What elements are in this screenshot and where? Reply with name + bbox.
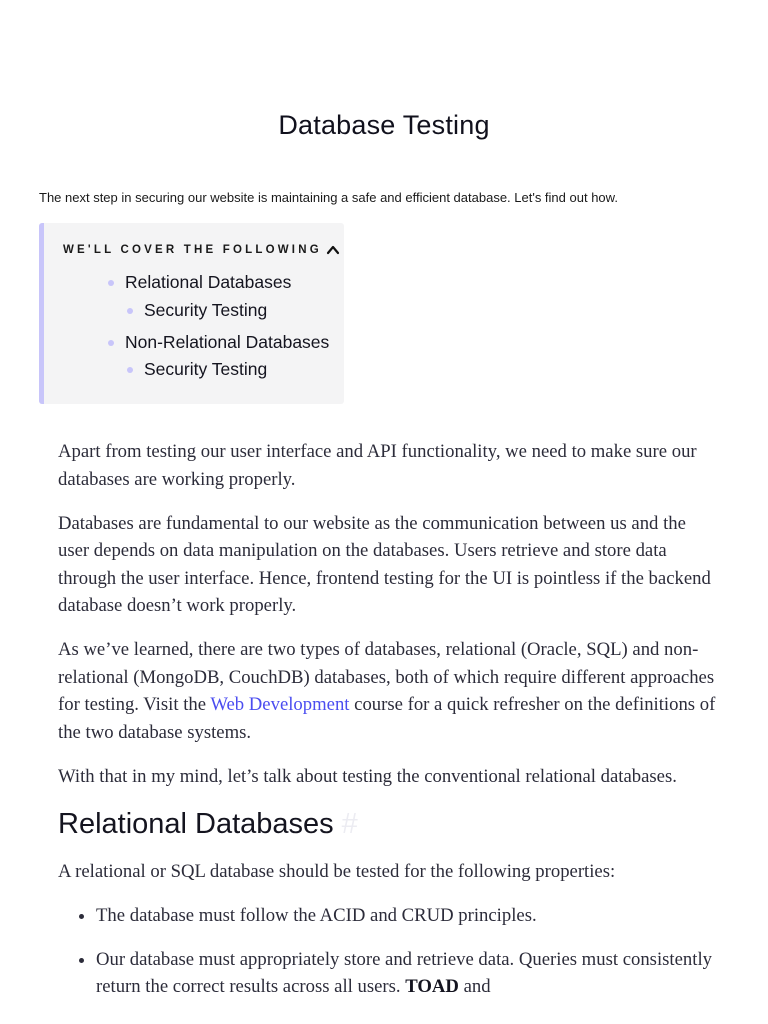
toc-item-label: Relational Databases (125, 272, 292, 292)
list-item: • The database must follow the ACID and CRUD principles. (96, 902, 718, 930)
article-body (58, 438, 718, 1017)
toc-item-security-testing[interactable] (144, 300, 267, 321)
paragraph: Apart from testing our user interface and API functionality, we need to make sure our databases are working properly. (58, 441, 697, 490)
toc-item-label: Security Testing (144, 359, 268, 379)
toc-header[interactable] (63, 244, 340, 256)
page-intro: The next step in securing our website is maintaining a safe and efficient database. Let's find out how. (39, 190, 618, 205)
list-item-text: Our database must appropriately store and retrieve data. Queries must consistently return the correct results across all users. (96, 948, 712, 997)
chevron-up-icon[interactable] (326, 244, 340, 256)
toc-item-label: Security Testing (144, 300, 268, 320)
paragraph (58, 636, 718, 746)
toad-term: TOAD (405, 976, 459, 997)
bullet-dot-icon (108, 280, 114, 286)
anchor-link-icon[interactable]: # (341, 807, 358, 840)
bullet-dot-icon (127, 367, 133, 373)
page-title: Database Testing (278, 110, 490, 140)
web-development-link[interactable]: Web Development (210, 694, 350, 715)
properties-list (58, 902, 718, 1001)
paragraph-text: course for a quick refresher on the definitions of the two database systems. (58, 694, 716, 743)
toc-header-label: WE'LL COVER THE FOLLOWING (63, 244, 322, 256)
table-of-contents (39, 223, 344, 404)
toc-item-label: Non-Relational Databases (125, 332, 330, 352)
toc-item-security-testing[interactable] (144, 359, 267, 380)
toc-item-non-relational-databases[interactable] (125, 332, 329, 353)
list-item-text: and (458, 976, 491, 997)
bullet-dot-icon (127, 308, 133, 314)
paragraph: With that in my mind, let’s talk about testing the conventional relational databases. (58, 765, 677, 787)
list-item (96, 946, 718, 1001)
paragraph: A relational or SQL database should be tested for the following properties: (58, 860, 616, 882)
paragraph-text: As we’ve learned, there are two types of databases, relational (Oracle, SQL) and non-relational (MongoDB, CouchDB) databases, both of which require different approaches for testing. Visit the (58, 639, 715, 715)
section-heading-text: Relational Databases (58, 807, 334, 840)
section-heading (58, 807, 718, 841)
toc-item-relational-databases[interactable] (125, 272, 291, 293)
bullet-dot-icon (108, 340, 114, 346)
paragraph: Databases are fundamental to our website as the communication between us and the user depends on data manipulation on the databases. Users retrieve and store data through the user interface. Hence, frontend testing for the UI is pointless if the backend database doesn’t work properly. (58, 512, 711, 616)
